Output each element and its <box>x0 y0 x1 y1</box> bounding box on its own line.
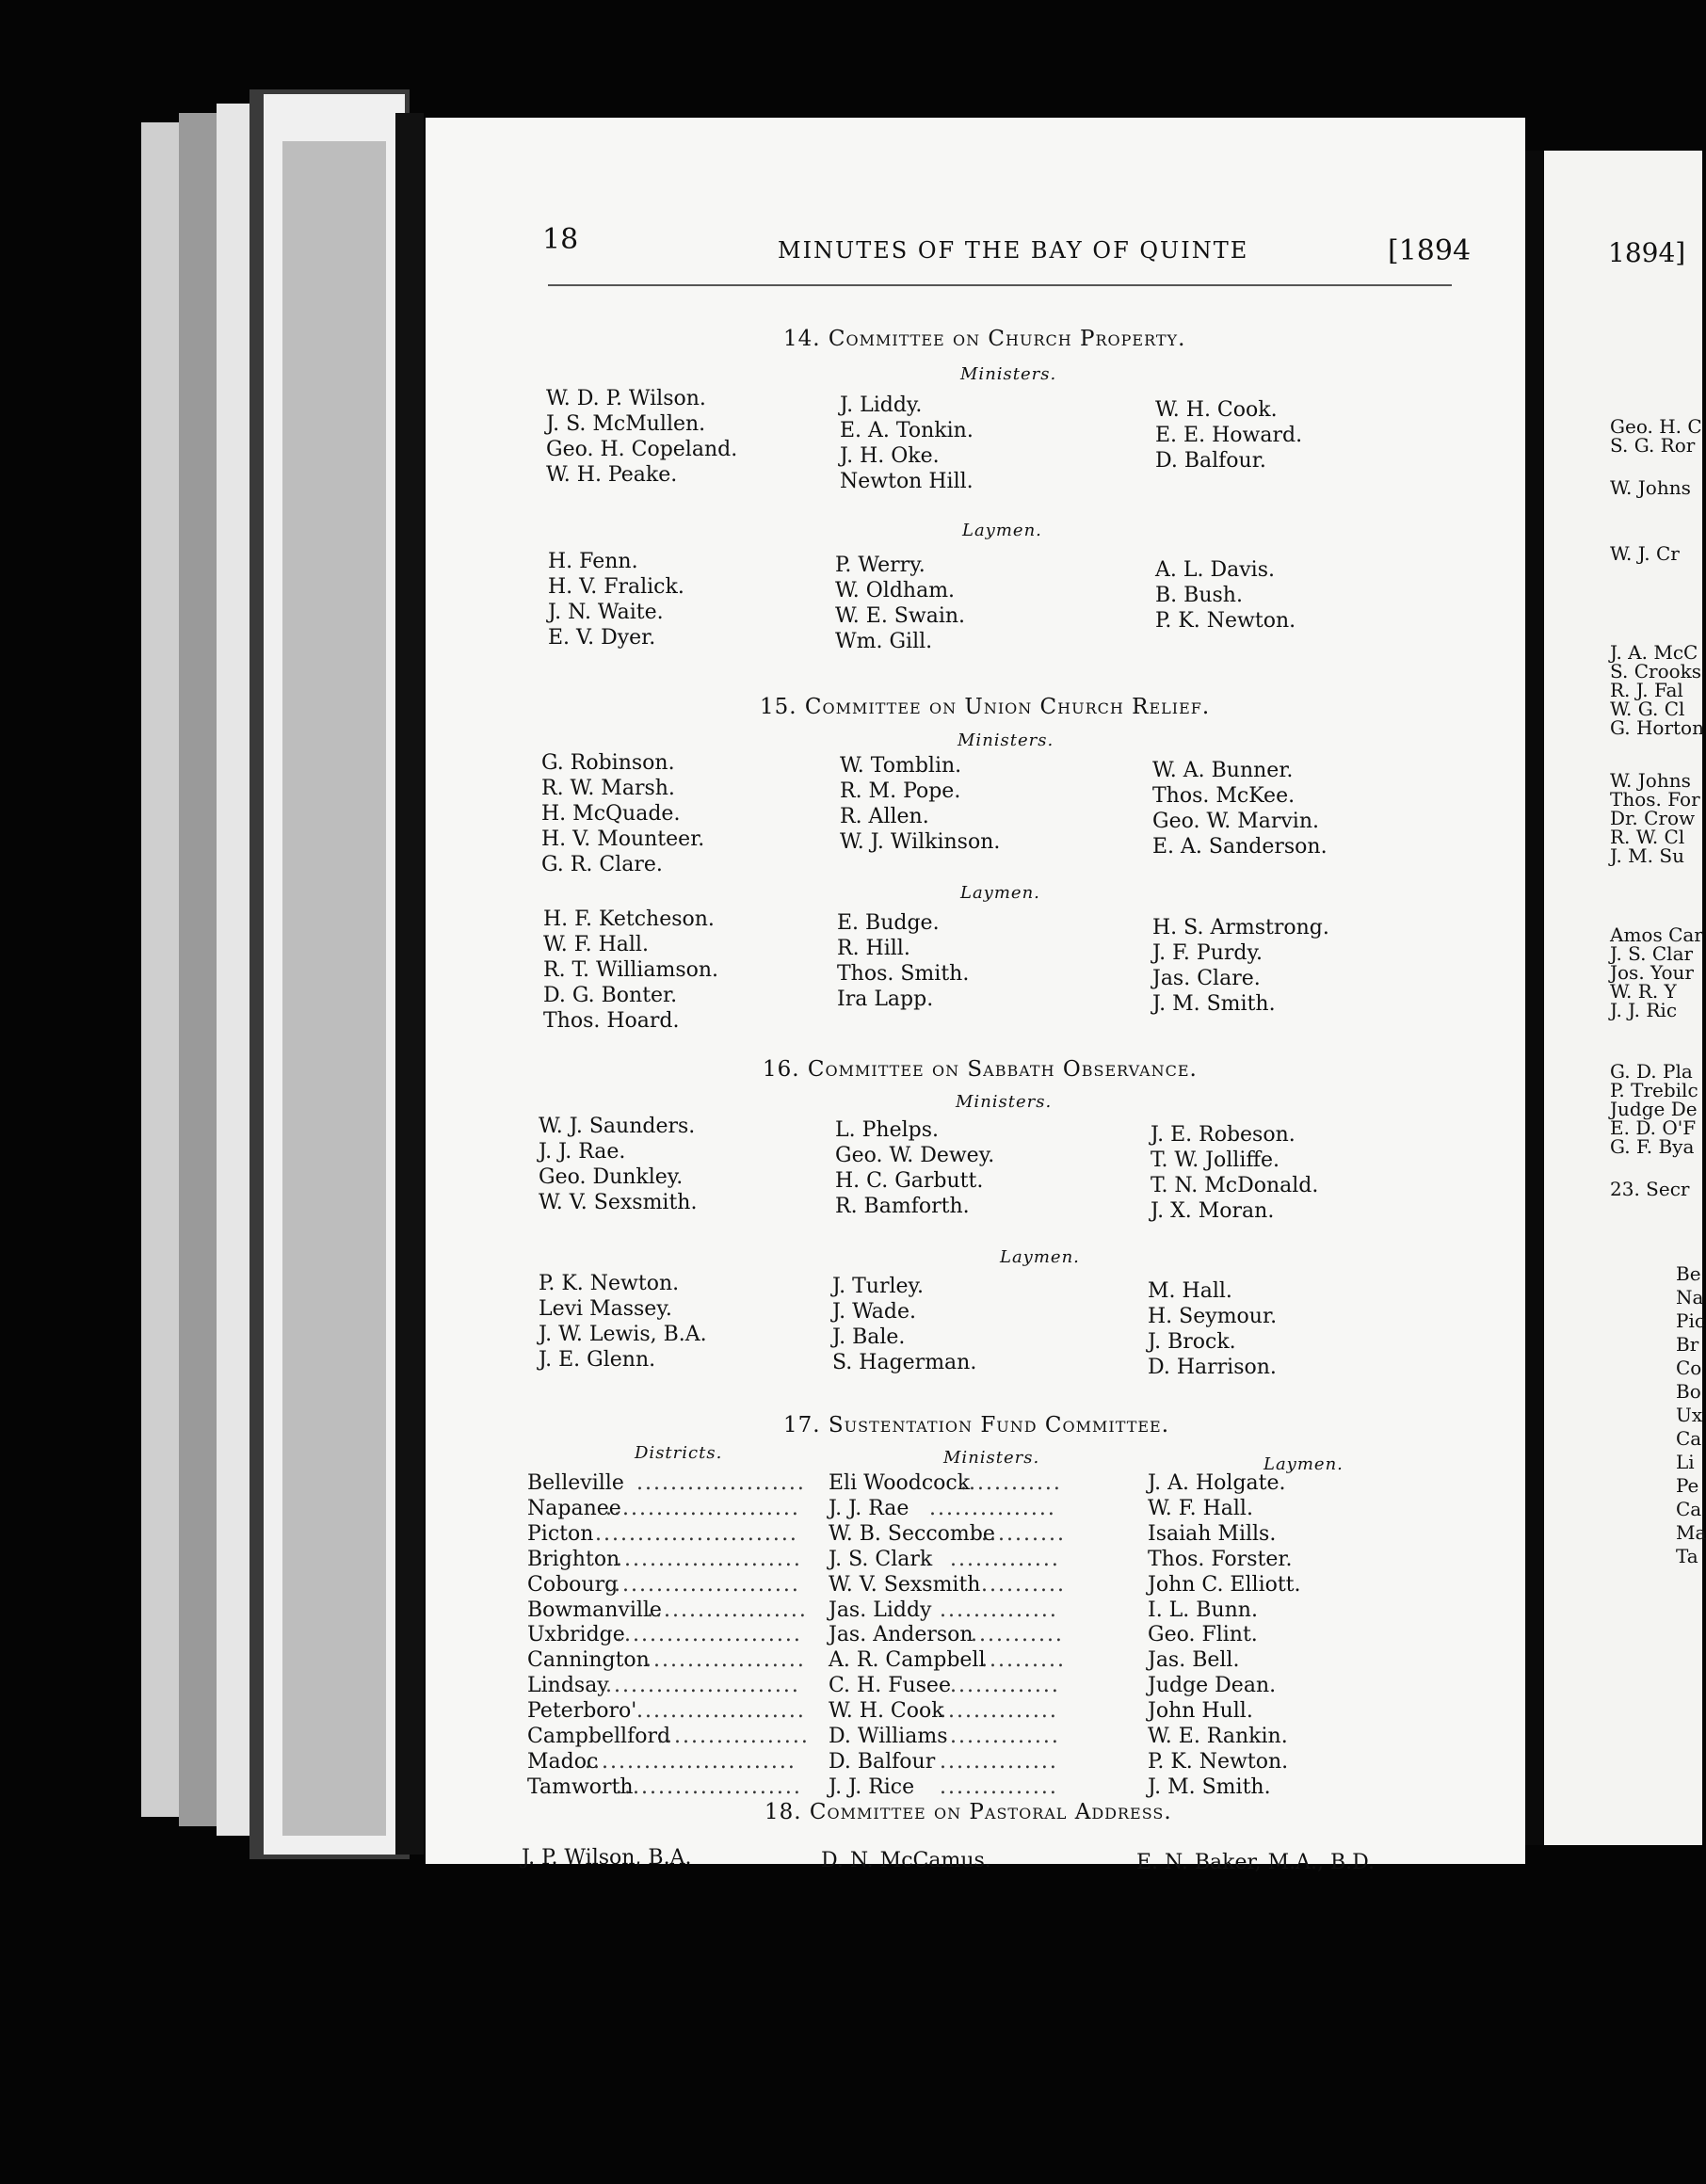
member-name: E. A. Tonkin. <box>840 419 974 442</box>
name-column <box>1148 1278 1277 1380</box>
member-name: W. Tomblin. <box>840 754 962 778</box>
ministers-label: Ministers. <box>943 1448 1040 1468</box>
next-page-line: Li <box>1676 1451 1695 1473</box>
member-name: R. Bamforth. <box>835 1195 970 1218</box>
layman-name: P. K. Newton. <box>1148 1749 1289 1774</box>
next-page-line: S. G. Ror <box>1610 434 1696 457</box>
section-heading: 17. Sustentation Fund Committee. <box>783 1413 1170 1437</box>
book-spine <box>1525 151 1544 1845</box>
next-page-line: W. R. Y <box>1610 980 1677 1003</box>
next-page-line: Pe <box>1676 1474 1699 1497</box>
member-name: J. P. Wilson, B.A. <box>522 1846 692 1870</box>
member-name: J. E. Robeson. <box>1151 1123 1296 1147</box>
member-name: J. Brock. <box>1148 1330 1236 1354</box>
layman-name: J. M. Smith. <box>1148 1774 1271 1799</box>
book-page <box>426 118 1525 1874</box>
member-name: J. M. Smith. <box>1152 992 1276 1016</box>
next-page-line: W. Johns <box>1610 769 1691 792</box>
member-name: D. N. McCamus. <box>821 1849 991 1872</box>
member-name: A. L. Davis. <box>1155 558 1275 582</box>
leader-dots: ............... <box>929 1496 1056 1520</box>
member-name: E. V. Dyer. <box>548 626 656 650</box>
next-page-line: P. Trebilc <box>1610 1079 1698 1101</box>
section-heading: 16. Committee on Sabbath Observance. <box>763 1057 1198 1082</box>
member-name: J. H. Oke. <box>840 444 940 468</box>
member-name: D. Harrison. <box>1148 1356 1277 1379</box>
member-name: W. J. Saunders. <box>539 1115 696 1138</box>
member-name: H. Seymour. <box>1148 1305 1278 1328</box>
leader-dots: ............. <box>950 1674 1060 1698</box>
member-name: J. Liddy. <box>840 393 923 417</box>
district-name: Peterboro' <box>527 1699 637 1724</box>
next-page-line: W. J. Cr <box>1610 542 1680 565</box>
laymen-label: Laymen. <box>1263 1454 1344 1474</box>
member-name: L. Phelps. <box>835 1118 939 1142</box>
district-name: Cannington <box>527 1648 650 1673</box>
ministers-label: Ministers. <box>958 731 1054 750</box>
layman-name: Isaiah Mills. <box>1148 1521 1277 1546</box>
layman-name: Jas. Bell. <box>1148 1648 1240 1673</box>
member-name: Wm. Gill. <box>835 630 933 653</box>
page-title: MINUTES OF THE BAY OF QUINTE <box>778 237 1249 264</box>
ministers-label: Ministers. <box>956 1092 1053 1112</box>
districts-label: Districts. <box>635 1443 723 1463</box>
district-name: Bowmanville <box>527 1598 662 1622</box>
layman-name: Thos. Forster. <box>1148 1547 1293 1571</box>
minister-name: W. B. Seccombe <box>829 1521 995 1546</box>
minister-name: Eli Woodcock <box>829 1471 971 1495</box>
layman-name: John Hull. <box>1148 1699 1253 1724</box>
next-page-line: Ca <box>1676 1427 1702 1450</box>
member-name: J. W. Lewis, B.A. <box>539 1323 707 1346</box>
leader-dots: ........... <box>971 1623 1064 1647</box>
leader-dots: ...................... <box>616 1623 802 1647</box>
next-page-line: Ma <box>1676 1521 1706 1544</box>
name-column <box>1152 915 1329 1017</box>
next-page-line: Thos. For <box>1610 788 1700 811</box>
member-name: W. H. Cook. <box>1155 398 1278 422</box>
next-page-line: W. Johns <box>1610 476 1691 499</box>
minister-name: W. H. Cook <box>829 1699 944 1724</box>
name-column <box>835 1117 994 1219</box>
member-name: R. M. Pope. <box>840 779 961 803</box>
laymen-label: Laymen. <box>960 883 1040 903</box>
layman-name: Judge Dean. <box>1148 1674 1277 1698</box>
name-column <box>1151 1122 1318 1224</box>
name-column <box>832 1274 976 1375</box>
leader-dots: ............ <box>960 1471 1062 1495</box>
member-name: W. E. Swain. <box>835 604 966 628</box>
section-heading: 18. Committee on Pastoral Address. <box>764 1800 1172 1824</box>
minister-name: J. J. Rae <box>829 1496 909 1520</box>
leader-dots: ......................... <box>585 1749 797 1774</box>
member-name: Geo. W. Dewey. <box>835 1144 995 1167</box>
member-name: P. K. Newton. <box>1155 609 1296 633</box>
member-name: E. E. Howard. <box>1155 424 1303 447</box>
next-page-line: Na <box>1676 1286 1704 1309</box>
leader-dots: .......... <box>981 1648 1066 1673</box>
name-column <box>539 1114 697 1215</box>
next-page-line: Be <box>1676 1262 1701 1285</box>
minister-name: D. Williams <box>829 1725 948 1748</box>
next-page-line: Ux <box>1676 1404 1703 1426</box>
member-name: G. R. Clare. <box>541 853 663 876</box>
district-name: Belleville <box>527 1471 624 1495</box>
name-column <box>543 907 718 1034</box>
leader-dots: ....................... <box>605 1496 800 1520</box>
member-name: Ira Lapp. <box>837 988 934 1011</box>
next-page-line: Jos. Your <box>1610 961 1694 984</box>
member-name: Thos. Smith. <box>837 962 970 986</box>
member-name: P. K. Newton. <box>539 1272 680 1295</box>
member-name: R. W. Marsh. <box>541 777 675 800</box>
next-page-line: G. D. Pla <box>1610 1060 1693 1083</box>
minister-name: Jas. Liddy <box>829 1598 932 1622</box>
next-page-line: J. J. Ric <box>1610 999 1678 1021</box>
next-page-line: J. S. Clar <box>1610 942 1694 965</box>
leader-dots: ...................... <box>616 1774 802 1799</box>
section-heading: 15. Committee on Union Church Relief. <box>760 695 1211 719</box>
leader-dots: ...................... <box>616 1547 802 1571</box>
leader-dots: .................... <box>636 1699 806 1724</box>
member-name: W. F. Hall. <box>543 933 649 956</box>
member-name: M. Hall. <box>1148 1279 1232 1303</box>
minister-name: C. H. Fusee <box>829 1674 951 1698</box>
section-heading: 14. Committee on Church Property. <box>783 327 1186 351</box>
leader-dots: .................... <box>636 1648 806 1673</box>
layman-name: I. L. Bunn. <box>1148 1598 1258 1622</box>
member-name: J. F. Purdy. <box>1152 941 1263 965</box>
next-page-line: Br <box>1676 1333 1699 1356</box>
name-column <box>840 753 1000 855</box>
member-name: D. Balfour. <box>1155 449 1266 473</box>
layman-name: W. F. Hall. <box>1148 1496 1253 1520</box>
leader-dots: .............. <box>940 1774 1058 1799</box>
member-name: T. W. Jolliffe. <box>1151 1148 1280 1172</box>
leader-dots: .......... <box>981 1572 1066 1597</box>
district-name: Lindsay <box>527 1674 609 1698</box>
page-number: 18 <box>542 223 579 256</box>
minister-name: A. R. Campbell <box>829 1648 986 1673</box>
next-page-line: 23. Secr <box>1610 1178 1690 1200</box>
member-name: J. X. Moran. <box>1151 1199 1275 1223</box>
member-name: Newton Hill. <box>840 470 974 493</box>
name-column <box>1152 758 1328 859</box>
member-name: H. McQuade. <box>541 802 681 826</box>
next-page-line: G. Horton <box>1610 716 1704 739</box>
leader-dots: .......... <box>981 1521 1066 1546</box>
member-name: Thos. McKee. <box>1152 784 1296 808</box>
member-name: P. Werry. <box>835 554 925 577</box>
member-name: H. F. Ketcheson. <box>543 907 715 931</box>
name-column <box>1155 557 1296 634</box>
next-page-line: E. D. O'F <box>1610 1116 1697 1139</box>
next-page-year: 1894] <box>1608 237 1686 268</box>
leader-dots: .................. <box>657 1725 810 1748</box>
member-name: H. V. Fralick. <box>548 575 684 599</box>
next-page-line: Ta <box>1676 1545 1698 1567</box>
leader-dots: .................... <box>636 1471 806 1495</box>
leader-dots: .............. <box>940 1749 1058 1774</box>
ministers-label: Ministers. <box>960 364 1057 384</box>
laymen-label: Laymen. <box>962 521 1042 540</box>
name-column <box>1155 397 1302 474</box>
name-column <box>539 1271 707 1373</box>
layman-name: Geo. Flint. <box>1148 1623 1258 1647</box>
next-page-line: R. J. Fal <box>1610 679 1683 701</box>
minister-name: W. V. Sexsmith <box>829 1572 981 1597</box>
leader-dots: ....................... <box>605 1674 800 1698</box>
next-page-line: R. W. Cl <box>1610 826 1685 848</box>
member-name: Thos. Hoard. <box>543 1009 680 1033</box>
district-name: Campbellford <box>527 1725 671 1748</box>
leader-dots: ........................ <box>595 1521 798 1546</box>
member-name: D. G. Bonter. <box>543 984 678 1007</box>
next-page <box>1544 151 1706 1845</box>
district-name: Picton <box>527 1521 594 1546</box>
district-name: Madoc <box>527 1749 599 1774</box>
next-page-line: Judge De <box>1610 1098 1698 1120</box>
member-name: Geo. H. Copeland. <box>546 438 738 461</box>
member-name: J. Wade. <box>832 1300 917 1324</box>
member-name: Levi Massey. <box>539 1297 672 1321</box>
layman-name: W. E. Rankin. <box>1148 1725 1288 1748</box>
member-name: H. C. Garbutt. <box>835 1169 984 1193</box>
next-page-line: Dr. Crow <box>1610 807 1696 829</box>
name-column <box>541 750 704 877</box>
member-name: E. N. Baker, M.A., B.D. <box>1136 1851 1375 1874</box>
member-name: J. E. Glenn. <box>539 1348 656 1372</box>
district-name: Brighton <box>527 1547 620 1571</box>
header-rule <box>548 284 1452 286</box>
next-page-line: Bo <box>1676 1380 1701 1403</box>
laymen-label: Laymen. <box>1000 1247 1080 1267</box>
next-page-line: Ca <box>1676 1498 1702 1520</box>
leader-dots: ....................... <box>605 1572 800 1597</box>
next-page-line: Pic <box>1676 1309 1706 1332</box>
member-name: J. Bale. <box>832 1325 906 1349</box>
member-name: R. Hill. <box>837 937 910 960</box>
member-name: J. J. Rae. <box>539 1140 626 1164</box>
minister-name: J. S. Clark <box>829 1547 933 1571</box>
district-name: Uxbridge <box>527 1623 625 1647</box>
member-name: S. Hagerman. <box>832 1351 977 1374</box>
name-column <box>546 386 737 488</box>
next-page-line: Co <box>1676 1357 1702 1379</box>
book-edge <box>282 141 386 1836</box>
minister-name: Jas. Anderson <box>829 1623 974 1647</box>
member-name: E. Budge. <box>837 911 940 935</box>
leader-dots: ................... <box>647 1598 808 1622</box>
member-name: H. S. Armstrong. <box>1152 916 1329 939</box>
member-name: J. S. McMullen. <box>546 412 706 436</box>
member-name: B. Bush. <box>1155 584 1243 607</box>
name-column <box>840 393 974 494</box>
name-column <box>835 553 965 654</box>
member-name: W. V. Sexsmith. <box>539 1191 698 1214</box>
member-name: J. N. Waite. <box>548 601 664 624</box>
member-name: W. Oldham. <box>835 579 956 602</box>
member-name: W. J. Wilkinson. <box>840 830 1001 854</box>
minister-name: D. Balfour <box>829 1749 936 1774</box>
next-page-line: J. A. McC <box>1610 641 1698 664</box>
member-name: Geo. W. Marvin. <box>1152 810 1319 833</box>
next-page-line: W. G. Cl <box>1610 698 1685 720</box>
leader-dots: ............. <box>950 1547 1060 1571</box>
member-name: H. Fenn. <box>548 550 638 573</box>
book-edge <box>395 113 424 1855</box>
member-name: Jas. Clare. <box>1152 967 1261 990</box>
member-name: R. Allen. <box>840 805 929 828</box>
page-year: [1894 <box>1388 234 1472 267</box>
member-name: H. V. Mounteer. <box>541 827 705 851</box>
next-page-line: G. F. Bya <box>1610 1135 1695 1158</box>
next-page-line: Geo. H. C <box>1610 415 1702 438</box>
member-name: G. Robinson. <box>541 751 675 775</box>
member-name: Geo. Dunkley. <box>539 1165 684 1189</box>
district-name: Tamworth <box>527 1774 634 1799</box>
next-page-line: S. Crooks <box>1610 660 1702 682</box>
next-page-line: Amos Car <box>1610 923 1703 946</box>
district-name: Napanee <box>527 1496 621 1520</box>
member-name: W. A. Bunner. <box>1152 759 1294 782</box>
minister-name: J. J. Rice <box>829 1774 915 1799</box>
leader-dots: .............. <box>940 1699 1058 1724</box>
name-column <box>837 910 969 1012</box>
name-column <box>548 549 684 650</box>
member-name: R. T. Williamson. <box>543 958 719 982</box>
member-name: T. N. McDonald. <box>1151 1174 1319 1197</box>
member-name: J. Turley. <box>832 1275 925 1298</box>
member-name: E. A. Sanderson. <box>1152 835 1328 859</box>
layman-name: J. A. Holgate. <box>1148 1471 1286 1495</box>
district-name: Cobourg <box>527 1572 619 1597</box>
leader-dots: ............. <box>950 1725 1060 1748</box>
next-page-line: J. M. Su <box>1610 844 1684 867</box>
leader-dots: .............. <box>940 1598 1058 1622</box>
member-name: W. H. Peake. <box>546 463 678 487</box>
member-name: W. D. P. Wilson. <box>546 387 706 410</box>
layman-name: John C. Elliott. <box>1148 1572 1301 1597</box>
